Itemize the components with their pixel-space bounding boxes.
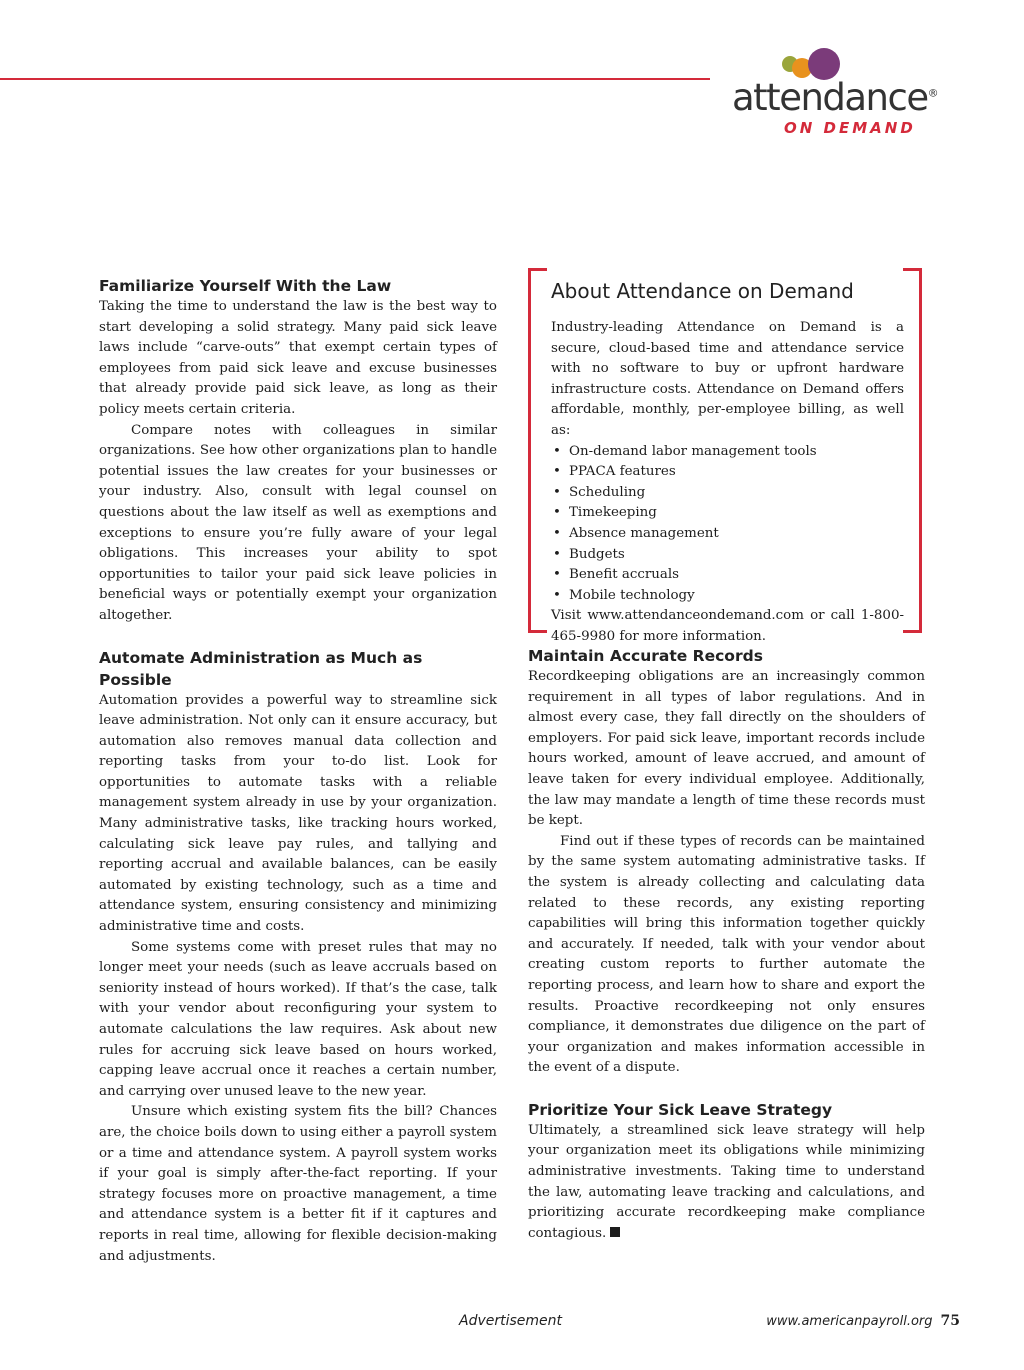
box-intro: Industry-leading Attendance on Demand is a secure, cloud-based time and attendance service with no software to buy or upfront hardware infrastructure costs. Attendance on Demand offers affordable, monthly, per-employee billing, as well as: [551,320,904,438]
box-right-bracket [903,268,922,633]
about-sidebar-box [528,268,922,644]
section-heading-records: Maintain Accurate Records [528,647,763,665]
paragraph: Find out if these types of records can be maintained by the same system automating administrative tasks. If the system is already collecting and calculating data related to these records, any existing reporting capabilities will bring this information together quickly and accurately. If needed, talk with your vendor about creating custom reports to further automate the reporting process, and learn how to share and export the results. Proactive recordkeeping not only ensures compliance, it demonstrates due diligence on the part of your organization and makes information accessible in the event of a dispute. [528,833,925,1076]
header-rule [0,78,710,80]
list-item: • Absence management [551,524,904,545]
page-footer [766,1313,960,1329]
box-left-bracket [528,268,547,633]
logo-registered-mark: ® [927,86,939,100]
feature-list [551,442,904,607]
list-item: • Benefit accruals [551,565,904,586]
right-column [528,645,925,1244]
list-item: • Mobile technology [551,586,904,607]
section-heading-familiarize: Familiarize Yourself With the Law [99,277,392,295]
paragraph: Taking the time to understand the law is the best way to start developing a solid strategy. Many paid sick leave laws include “carve-outs” that exempt certain types of employees from paid sick leave and excuse businesses that already provide paid sick leave, as long as their policy meets certain criteria. [99,299,497,417]
paragraph: Some systems come with preset rules that may no longer meet your needs (such as leave accruals based on seniority instead of hours worked). If that’s the case, talk with your vendor about reconfiguring your system to automate calculations the law requires. Ask about new rules for accruing sick leave based on hours worked, capping leave accrual once it reaches a certain number, and carrying over unused leave to the new year. [99,939,497,1099]
section-heading-prioritize: Prioritize Your Sick Leave Strategy [528,1100,833,1119]
list-item: • Scheduling [551,483,904,504]
logo-wordmark [732,76,939,119]
logo-name: attendance [732,76,928,119]
paragraph: Recordkeeping obligations are an increasingly common requirement in all types of labor regulations. And in almost every case, they fall directly on the shoulders of employers. For paid sick leave, important records include hours worked, amount of leave accrued, and amount of leave taken for every individual employee. Additionally, the law may mandate a length of time these records must be kept. [528,669,925,829]
list-item: • Budgets [551,545,904,566]
paragraph: Automation provides a powerful way to streamline sick leave administration. Not only can it ensure accuracy, but automation also removes manual data collection and reporting tasks from your to-do list. Look for opportunities to automate tasks with a reliable management system already in use by your organization. Many administrative tasks, like tracking hours worked, calculating sick leave pay rules, and tallying and reporting accrual and available balances, can be easily automated by existing technology, such as a time and attendance system, ensuring consistency and minimizing administrative time and costs. [99,692,497,935]
list-item: • On-demand labor management tools [551,442,904,463]
page-number: 75 [940,1313,960,1329]
logo-tagline: ON DEMAND [784,119,916,137]
box-title: About Attendance on Demand [551,279,854,303]
paragraph: Unsure which existing system fits the bill? Chances are, the choice boils down to using either a payroll system or a time and attendance system. A payroll system works if your goal is simply after-the-fact reporting. If your strategy focuses more on proactive management, a time and attendance system is a better fit if it captures and reports in real time, allowing for flexible decision-making and adjustments. [99,1104,497,1264]
end-mark-icon [610,1227,620,1237]
list-item: • PPACA features [551,462,904,483]
attendance-on-demand-logo [730,46,960,146]
list-item: • Timekeeping [551,503,904,524]
section-heading-automate: Automate Administration as Much as Possible [99,648,423,689]
closing-paragraph-text: Ultimately, a streamlined sick leave strategy will help your organization meet its obligations while minimizing administrative investments. Taking time to understand the law, automating leave tracking and calculations, and prioritizing accurate recordkeeping make compliance contagious. [528,1122,925,1241]
box-outro: Visit www.attendanceondemand.com or call 1-800-465-9980 for more information. [551,608,904,644]
advertisement-label: Advertisement [459,1313,563,1329]
website-link[interactable]: www.americanpayroll.org [766,1314,933,1329]
paragraph [528,1121,925,1245]
paragraph: Compare notes with colleagues in similar organizations. See how other organizations plan to handle potential issues the law creates for your businesses or your industry. Also, consult with legal counsel on questions about the law itself as well as exemptions and exceptions to ensure you’re fully aware of your legal obligations. This increases your ability to spot opportunities to tailor your paid sick leave policies in beneficial ways or potentially exempt your organization altogether. [99,422,497,623]
left-column [99,275,497,1267]
